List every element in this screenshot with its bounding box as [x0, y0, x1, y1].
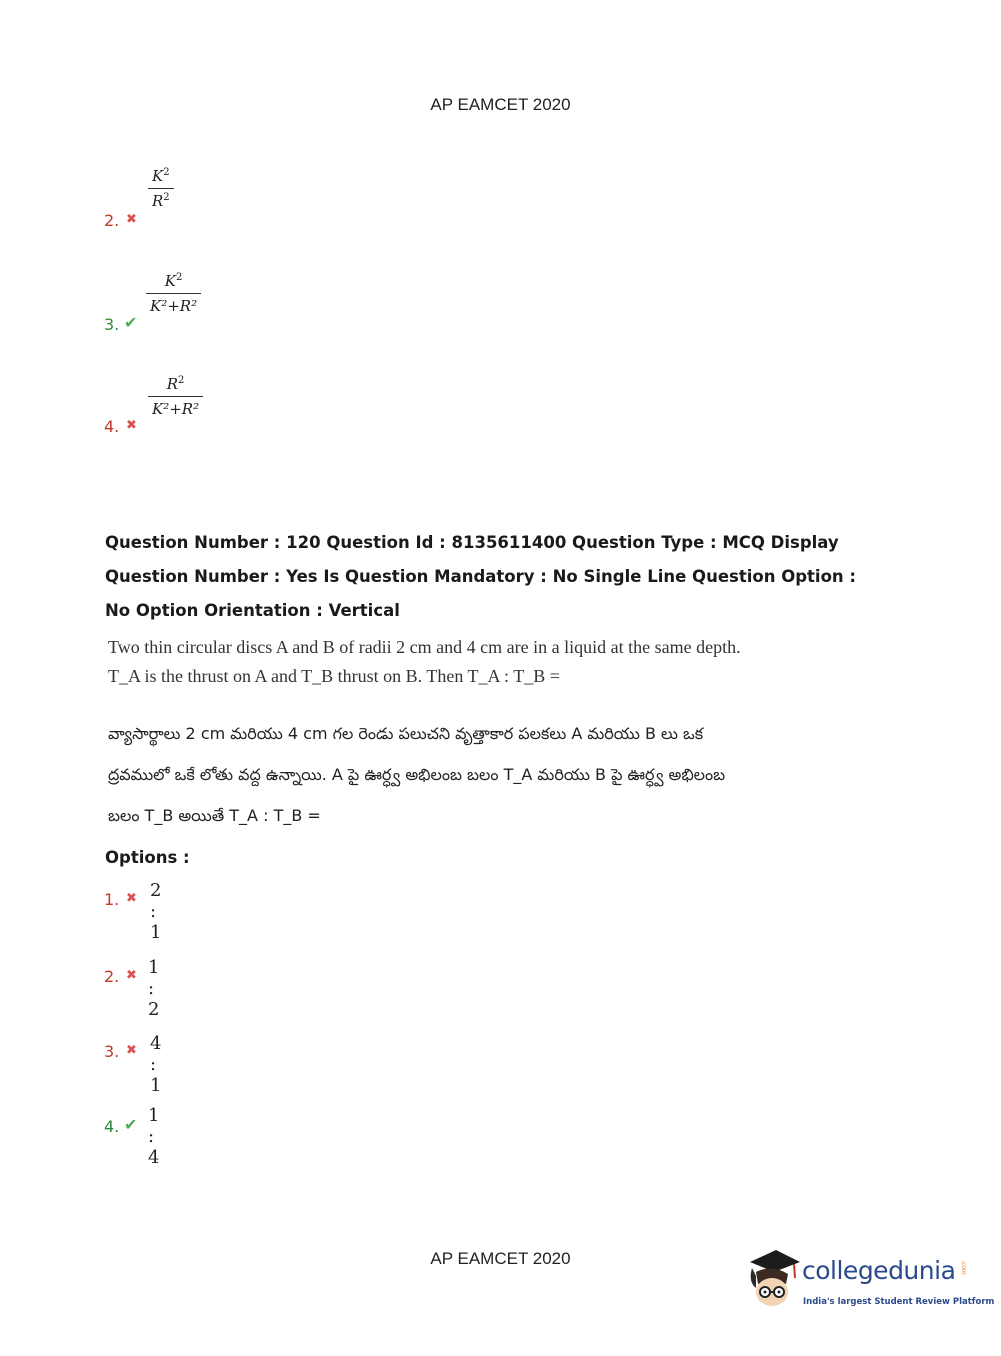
denominator: K²+R²	[150, 297, 198, 315]
logo-suffix: .com	[960, 1260, 967, 1275]
mascot-icon	[742, 1248, 802, 1314]
check-icon: ✔	[124, 1115, 138, 1134]
check-icon: ✔	[124, 313, 138, 332]
page-footer: AP EAMCET 2020	[430, 1249, 571, 1268]
option-value: 2 : 1	[150, 880, 163, 943]
fraction: $R^2$ K²+R²	[148, 375, 203, 418]
option-value: 1 : 2	[148, 957, 161, 1020]
numerator: K	[152, 167, 164, 185]
option-number: 3.	[104, 315, 120, 334]
option-value: 4 : 1	[150, 1033, 163, 1096]
question-text-english: Two thin circular discs A and B of radii 2 cm and 4 cm are in a liquid at the same depth. T_A is the thrust on A and T_B thrust on B. Then T_A : T_B =	[108, 637, 741, 686]
question-text-telugu: వ్యాసార్థాలు 2 cm మరియు 4 cm గల రెండు పలుచని వృత్తాకార పలకలు A మరియు B లు ఒక ద్రవములో ఒకే లోతు వద్ద ఉన్నాయి. A పై ఊర్ధ్వ అభిలంబ బలం T_A మరియు B పై ఊర్ధ్వ అభిలంబ బలం T_B అయితే T_A : T_B =	[108, 724, 726, 825]
option-value: 1 : 4	[148, 1105, 161, 1168]
option-number: 2.	[104, 211, 120, 230]
cross-icon: ✖	[126, 418, 137, 433]
option-number: 1.	[104, 890, 120, 909]
cross-icon: ✖	[126, 891, 137, 906]
numerator: R	[166, 375, 179, 393]
collegedunia-logo	[742, 1248, 995, 1318]
option-number: 4.	[104, 417, 120, 436]
page-header: AP EAMCET 2020	[430, 95, 571, 114]
cross-icon: ✖	[126, 1043, 137, 1058]
logo-wordmark: collegedunia	[802, 1256, 956, 1285]
fraction: $K^2$ K²+R²	[146, 272, 201, 315]
option-number: 3.	[104, 1042, 120, 1061]
option-number: 2.	[104, 967, 120, 986]
option-number: 4.	[104, 1117, 120, 1136]
denominator: K²+R²	[152, 400, 200, 418]
question-meta: Question Number : 120 Question Id : 8135611400 Question Type : MCQ Display Question Number : Yes Is Question Mandatory : No Single Line Question Option : No Option Orientation : Vertical	[105, 533, 857, 620]
options-label: Options :	[105, 848, 190, 867]
numerator: K	[164, 272, 176, 290]
cross-icon: ✖	[126, 212, 137, 227]
fraction: $K^2$ $R^2$	[148, 167, 174, 210]
logo-tagline: India's largest Student Review Platform	[803, 1297, 995, 1307]
cross-icon: ✖	[126, 968, 137, 983]
denominator: R	[152, 192, 164, 210]
